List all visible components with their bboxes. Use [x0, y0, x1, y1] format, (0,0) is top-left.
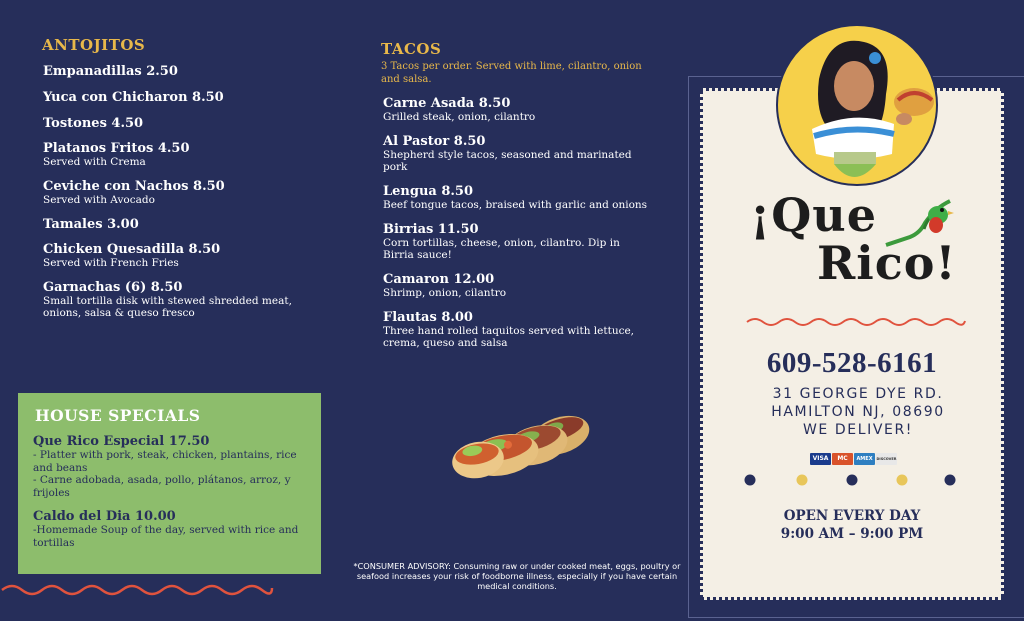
item-name: Tostones 4.50 — [43, 116, 144, 131]
item-name: Yuca con Chicharon 8.50 — [43, 90, 224, 105]
item-desc: Corn tortillas, cheese, onion, cilantro. Dip in Birria sauce! — [383, 237, 620, 261]
house-specials-box — [18, 393, 321, 574]
decorative-dots — [740, 472, 960, 488]
tacos-subtitle: 3 Tacos per order. Served with lime, cilantro, onion and salsa. — [381, 61, 642, 85]
menu-item — [43, 179, 313, 206]
item-name: Lengua 8.50 — [383, 184, 474, 199]
menu-item — [43, 116, 313, 131]
phone-number[interactable]: 609-528-6161 — [766, 347, 938, 379]
item-name: Flautas 8.00 — [383, 310, 473, 325]
mastercard-icon: MC — [832, 453, 853, 465]
amex-card-icon: AMEX — [854, 453, 875, 465]
item-desc: Served with French Fries — [43, 257, 179, 269]
item-name: Birrias 11.50 — [383, 222, 479, 237]
logo-text-line2: Rico! — [817, 236, 957, 290]
item-desc: Shepherd style tacos, seasoned and marinated pork — [383, 149, 632, 173]
item-name: Empanadillas 2.50 — [43, 64, 178, 79]
menu-item — [43, 64, 313, 79]
item-desc: -Homemade Soup of the day, served with rice and tortillas — [33, 524, 299, 549]
quetzal-bird-illustration — [880, 193, 960, 253]
visa-card-icon: VISA — [810, 453, 831, 465]
hours-time: 9:00 AM – 9:00 PM — [780, 526, 924, 542]
item-desc: Shrimp, onion, cilantro — [383, 287, 507, 299]
menu-item — [383, 310, 653, 349]
tacos-title: TACOS — [381, 40, 442, 58]
tacos-illustration — [448, 400, 600, 486]
hours-heading: OPEN EVERY DAY — [783, 508, 921, 524]
decorative-squiggle — [0, 580, 275, 600]
menu-item — [383, 222, 653, 261]
item-desc: - Platter with pork, steak, chicken, plantains, rice and beans - Carne adobada, asada, pollo, plátanos, arroz, y frijoles — [33, 449, 297, 499]
house-specials-title: HOUSE SPECIALS — [35, 406, 201, 425]
address-line1: 31 GEORGE DYE RD. — [772, 386, 944, 402]
item-name: Chicken Quesadilla 8.50 — [43, 242, 221, 257]
special-item — [33, 509, 303, 549]
item-name: Garnachas (6) 8.50 — [43, 280, 183, 295]
menu-item — [383, 96, 653, 123]
logo-text-line1: ¡Que — [750, 188, 877, 242]
address-line2: HAMILTON NJ, 08690 — [771, 404, 945, 420]
logo-woman-illustration — [774, 24, 940, 190]
menu-item — [43, 141, 313, 168]
item-name: Tamales 3.00 — [43, 217, 139, 232]
menu-item — [383, 134, 653, 173]
item-name: Al Pastor 8.50 — [383, 134, 486, 149]
menu-item — [43, 280, 313, 319]
menu-item — [43, 90, 313, 105]
menu-item — [383, 272, 653, 299]
delivery-note: WE DELIVER! — [802, 422, 914, 438]
special-item — [33, 434, 303, 499]
item-desc: Three hand rolled taquitos served with lettuce, crema, queso and salsa — [383, 325, 635, 349]
item-desc: Served with Crema — [43, 156, 146, 168]
menu-item — [43, 217, 313, 232]
item-desc: Grilled steak, onion, cilantro — [383, 111, 536, 123]
item-desc: Beef tongue tacos, braised with garlic and onions — [383, 199, 648, 211]
item-desc: Small tortilla disk with stewed shredded meat, onions, salsa & queso fresco — [43, 295, 292, 319]
decorative-squiggle — [745, 314, 967, 330]
item-name: Ceviche con Nachos 8.50 — [43, 179, 225, 194]
menu-item — [43, 242, 313, 269]
item-name: Platanos Fritos 4.50 — [43, 141, 190, 156]
item-name: Carne Asada 8.50 — [383, 96, 511, 111]
antojitos-title: ANTOJITOS — [42, 36, 146, 54]
consumer-advisory: *CONSUMER ADVISORY: Consuming raw or under cooked meat, eggs, poultry or seafood increases your risk of foodborne illness, especially if you have certain medical conditions. — [353, 561, 681, 591]
menu-item — [383, 184, 653, 211]
item-name: Que Rico Especial 17.50 — [33, 434, 210, 449]
item-name: Camaron 12.00 — [383, 272, 495, 287]
discover-card-icon: DISCOVER — [876, 453, 897, 465]
item-name: Caldo del Dia 10.00 — [33, 509, 176, 524]
item-desc: Served with Avocado — [43, 194, 155, 206]
